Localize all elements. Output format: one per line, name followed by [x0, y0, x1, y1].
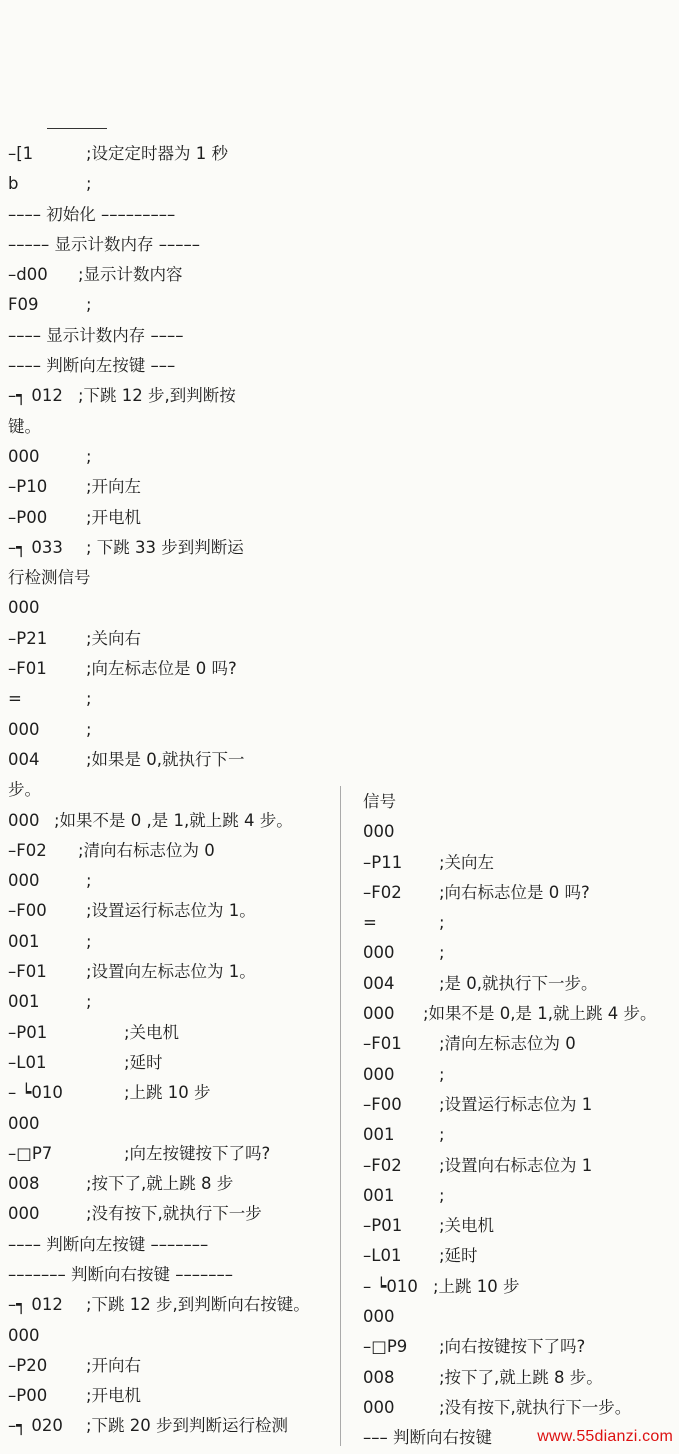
code-line	[8, 472, 338, 502]
instruction: 001	[363, 1185, 395, 1205]
comment: ;关电机	[439, 1216, 495, 1236]
code-line	[8, 381, 338, 411]
comment: ;没有按下,就执行下一步。	[439, 1397, 632, 1417]
comment: ;	[86, 174, 92, 194]
instruction: 000	[8, 1325, 40, 1345]
instruction: –––– 判断向左按键 –––––––	[8, 1234, 209, 1254]
instruction: 001	[363, 1125, 395, 1145]
instruction: –––– 显示计数内存 ––––	[8, 325, 184, 345]
code-line	[363, 938, 673, 968]
right-code-column	[363, 787, 673, 1454]
instruction: 008	[8, 1174, 40, 1194]
instruction: –P01	[8, 1022, 48, 1042]
code-line	[8, 1351, 338, 1381]
comment: ;	[439, 913, 445, 933]
code-line	[8, 412, 338, 442]
code-line	[363, 1332, 673, 1362]
comment: ;开向左	[86, 477, 142, 497]
code-line	[8, 1109, 338, 1139]
code-line	[8, 1260, 338, 1290]
code-line	[363, 817, 673, 847]
instruction: ––––––– 判断向右按键 –––––––	[8, 1264, 233, 1284]
code-line	[8, 1169, 338, 1199]
code-line	[8, 1381, 338, 1411]
code-line	[8, 1078, 338, 1108]
instruction: 000	[8, 719, 40, 739]
code-line	[363, 1272, 673, 1302]
code-line	[8, 775, 338, 805]
code-line	[363, 1090, 673, 1120]
code-line	[363, 1120, 673, 1150]
instruction: 000	[8, 446, 40, 466]
instruction: ––––– 显示计数内存 –––––	[8, 234, 200, 254]
code-line	[363, 1302, 673, 1332]
instruction: –F02	[363, 1155, 402, 1175]
instruction: –[1	[8, 144, 34, 163]
code-line	[363, 908, 673, 938]
code-line	[8, 1018, 338, 1048]
code-line	[8, 351, 338, 381]
code-line	[8, 533, 338, 563]
instruction: –P00	[8, 1386, 48, 1406]
comment: ;	[86, 446, 92, 466]
code-line	[363, 1211, 673, 1241]
code-line	[363, 1060, 673, 1090]
code-line	[363, 878, 673, 908]
comment: ;关电机	[124, 1022, 180, 1042]
comment: ;	[86, 295, 92, 315]
code-line	[363, 969, 673, 999]
comment: ;如果是 0,就执行下一	[86, 749, 245, 769]
comment: ;下跳 12 步,到判断按	[78, 386, 236, 406]
code-line	[363, 999, 673, 1029]
code-line	[363, 1151, 673, 1181]
code-line	[8, 503, 338, 533]
top-rule	[47, 128, 107, 129]
comment: ;清向右标志位为 0	[78, 840, 215, 860]
comment: ; 下跳 33 步到判断运	[86, 537, 244, 557]
code-line	[8, 1230, 338, 1260]
code-line	[8, 654, 338, 684]
code-line	[8, 745, 338, 775]
comment: ;	[86, 931, 92, 951]
code-line	[8, 927, 338, 957]
instruction: 000	[8, 1204, 40, 1224]
code-line	[8, 896, 338, 926]
instruction: –□P9	[363, 1337, 408, 1357]
code-line	[8, 139, 338, 169]
comment: ;清向左标志位为 0	[439, 1034, 576, 1054]
instruction: –F01	[8, 962, 47, 982]
code-line	[8, 290, 338, 320]
comment: ;向左标志位是 0 吗?	[86, 659, 237, 679]
instruction: 000	[363, 943, 395, 963]
instruction: –L01	[363, 1246, 402, 1266]
instruction: –L01	[8, 1052, 47, 1072]
comment: ;开电机	[86, 1386, 142, 1406]
instruction: =	[8, 689, 22, 709]
code-line	[363, 848, 673, 878]
code-line	[8, 321, 338, 351]
watermark-text: www.55dianzi.com	[537, 1428, 673, 1445]
code-line	[8, 715, 338, 745]
instruction: – ┕010	[363, 1276, 418, 1296]
instruction: 000	[363, 1004, 395, 1024]
left-code-column	[8, 139, 338, 1442]
comment: ;没有按下,就执行下一步	[86, 1204, 262, 1224]
code-line	[8, 200, 338, 230]
comment: ;如果不是 0 ,是 1,就上跳 4 步。	[54, 810, 293, 830]
code-line	[8, 593, 338, 623]
comment: ;按下了,就上跳 8 步	[86, 1174, 234, 1194]
comment: ;向右按键按下了吗?	[439, 1337, 586, 1357]
comment: ;	[439, 1125, 445, 1145]
instruction: –P01	[363, 1216, 403, 1236]
comment: ;设置向左标志位为 1。	[86, 962, 256, 982]
code-line	[363, 1181, 673, 1211]
comment: ;上跳 10 步	[124, 1083, 211, 1103]
comment: ;	[86, 871, 92, 891]
column-divider	[340, 786, 341, 1446]
instruction: 000	[363, 1307, 395, 1327]
instruction: –d00	[8, 265, 48, 285]
comment: ;如果不是 0,是 1,就上跳 4 步。	[423, 1004, 657, 1024]
instruction: 键。	[8, 416, 41, 436]
code-line	[8, 624, 338, 654]
instruction: –F00	[363, 1094, 402, 1114]
comment: ;关向右	[86, 628, 142, 648]
code-line	[8, 1139, 338, 1169]
comment: ;设置运行标志位为 1。	[86, 901, 256, 921]
code-line	[363, 1393, 673, 1423]
comment: ;向右标志位是 0 吗?	[439, 882, 590, 902]
instruction: b	[8, 174, 19, 194]
comment: ;	[439, 1064, 445, 1084]
code-line	[8, 442, 338, 472]
code-line	[8, 563, 338, 593]
code-line	[8, 806, 338, 836]
instruction: 008	[363, 1367, 395, 1387]
instruction: –––– 初始化 –––––––––	[8, 204, 176, 224]
instruction: –P21	[8, 628, 48, 648]
instruction: 000	[363, 1397, 395, 1417]
code-line	[8, 1199, 338, 1229]
instruction: F09	[8, 295, 39, 315]
instruction: –F02	[8, 840, 47, 860]
code-line	[8, 230, 338, 260]
instruction: –P10	[8, 477, 48, 497]
comment: ;	[86, 992, 92, 1012]
comment: ;	[439, 943, 445, 963]
comment: ;延时	[124, 1052, 163, 1072]
comment: ;	[86, 719, 92, 739]
code-line	[8, 957, 338, 987]
instruction: 000	[363, 1064, 395, 1084]
instruction: –F01	[363, 1034, 402, 1054]
instruction: 000	[363, 822, 395, 842]
instruction: 000	[8, 1113, 40, 1133]
comment: ;关向左	[439, 852, 495, 872]
code-line	[363, 1029, 673, 1059]
instruction: –┑ 020	[8, 1416, 63, 1436]
code-line	[363, 1241, 673, 1271]
instruction: –┑ 033	[8, 537, 63, 557]
instruction: 004	[363, 973, 395, 993]
instruction: –┑ 012	[8, 386, 63, 406]
comment: ;按下了,就上跳 8 步。	[439, 1367, 603, 1387]
code-line	[8, 836, 338, 866]
instruction: –F01	[8, 659, 47, 679]
instruction: –□P7	[8, 1143, 53, 1163]
comment: ;设置运行标志位为 1	[439, 1094, 593, 1114]
instruction: 000	[8, 598, 40, 618]
instruction: 000	[8, 871, 40, 891]
instruction: –F02	[363, 882, 402, 902]
code-line	[8, 260, 338, 290]
comment: ;	[86, 689, 92, 709]
code-line	[8, 1411, 338, 1441]
comment: ;是 0,就执行下一步。	[439, 973, 598, 993]
comment: ;下跳 12 步,到判断向右按键。	[86, 1295, 310, 1315]
comment: ;开向右	[86, 1355, 142, 1375]
code-line	[8, 1048, 338, 1078]
instruction: –P20	[8, 1355, 48, 1375]
comment: ;开电机	[86, 507, 142, 527]
instruction: –P00	[8, 507, 48, 527]
comment: ;上跳 10 步	[433, 1276, 520, 1296]
instruction: 001	[8, 992, 40, 1012]
code-line	[8, 1321, 338, 1351]
instruction: –┑ 012	[8, 1295, 63, 1315]
code-line	[8, 866, 338, 896]
instruction: ––– 判断向右按键	[363, 1428, 492, 1448]
comment: ;向左按键按下了吗?	[124, 1143, 271, 1163]
instruction: =	[363, 913, 377, 933]
code-line	[8, 684, 338, 714]
instruction: –P11	[363, 852, 403, 872]
code-line	[8, 169, 338, 199]
comment: ;	[439, 1185, 445, 1205]
code-line	[363, 787, 673, 817]
code-line	[8, 1290, 338, 1320]
instruction: 004	[8, 749, 40, 769]
instruction: 信号	[363, 792, 396, 811]
instruction: 000	[8, 810, 40, 830]
instruction: 001	[8, 931, 40, 951]
comment: ;设置向右标志位为 1	[439, 1155, 593, 1175]
comment: ;延时	[439, 1246, 478, 1266]
comment: ;设定定时器为 1 秒	[86, 144, 229, 163]
instruction: 行检测信号	[8, 568, 91, 588]
instruction: –F00	[8, 901, 47, 921]
code-line	[363, 1363, 673, 1393]
instruction: 步。	[8, 780, 41, 800]
comment: ;显示计数内容	[78, 265, 183, 285]
instruction: – ┕010	[8, 1083, 63, 1103]
instruction: –––– 判断向左按键 –––	[8, 356, 176, 376]
code-line	[8, 987, 338, 1017]
comment: ;下跳 20 步到判断运行检测	[86, 1416, 289, 1436]
